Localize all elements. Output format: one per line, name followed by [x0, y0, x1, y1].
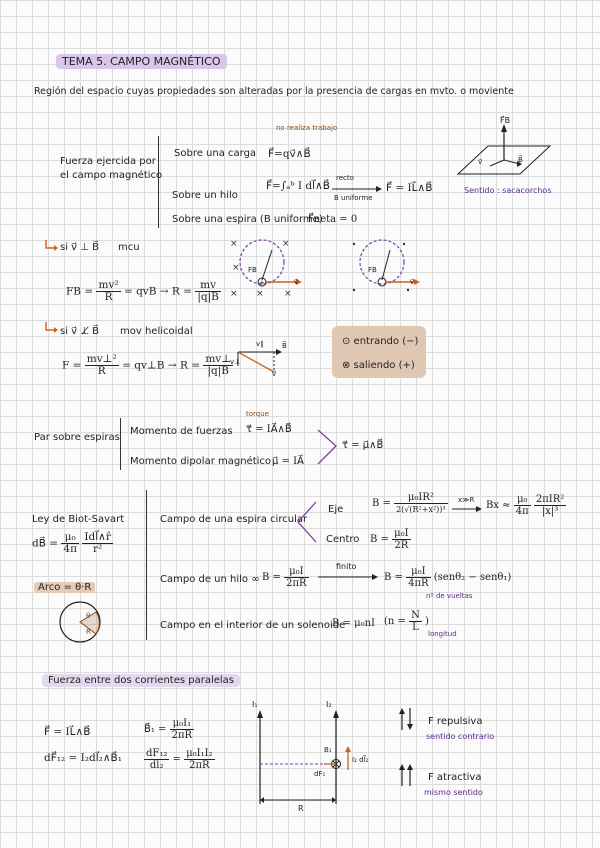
- biot-espira-label: Campo de una espira circular: [160, 514, 308, 525]
- eje-approx: [486, 494, 566, 517]
- b1-den: 2πR: [171, 730, 193, 741]
- par-merge-lines: [316, 428, 340, 468]
- wire-I1: I₁: [252, 700, 258, 709]
- arco-circle-diagram: [56, 600, 106, 646]
- eje-cond: x≫R: [458, 496, 475, 504]
- eje-approx-mu-num: μ₀: [514, 494, 531, 506]
- svg-text:+: +: [259, 279, 265, 287]
- wire-I2dl2: I₂ dl⃗₂: [352, 756, 369, 764]
- helical-formula: [62, 354, 233, 377]
- df-formula: [144, 748, 215, 771]
- finito-lhs: B =: [384, 572, 403, 583]
- n-note-bottom: longitud: [428, 630, 457, 638]
- arco-R: R: [86, 628, 91, 636]
- centro-den: 2R: [394, 540, 409, 551]
- helical-vector-diagram: [236, 346, 296, 382]
- n-note-top: nº de vueltas: [426, 592, 473, 600]
- force-heading-1: Fuerza ejercida por: [60, 156, 156, 167]
- diagram-v: v⃗: [478, 158, 483, 166]
- par-result: τ⃗ = μ⃗∧B⃗: [342, 440, 384, 451]
- arco-theta: θ: [86, 612, 91, 620]
- b1-lhs: B⃗₁ =: [144, 724, 167, 735]
- biot-frac-num: Idl⃗∧r̂: [84, 531, 111, 543]
- eje-approx-den: |x|³: [541, 506, 559, 517]
- svg-text:×: ×: [282, 239, 290, 249]
- biot-centro: Centro: [326, 534, 360, 545]
- hilo-inf-lhs: B =: [262, 572, 281, 583]
- eje-lhs: B =: [372, 498, 391, 509]
- par-label: Par sobre espiras: [34, 432, 120, 443]
- helical-condition: si v⃗ ⊥̸ B⃗: [60, 326, 100, 337]
- biot-solenoide-label: Campo en el interior de un solenoide: [160, 620, 346, 631]
- arrow-bullet-icon: [44, 240, 58, 252]
- svg-text:×: ×: [230, 239, 238, 249]
- svg-text:×: ×: [256, 289, 264, 299]
- hilo-inf-num: μ₀I: [284, 566, 308, 578]
- finito-arrow: [318, 574, 378, 580]
- mcu-formula: [66, 280, 221, 303]
- helical-eq-mid: = qv⊥B → R =: [122, 359, 200, 372]
- arrow-bullet-icon-2: [44, 322, 58, 334]
- force-heading-2: el campo magnético: [60, 170, 163, 181]
- hilo-inf-formula: [262, 566, 309, 589]
- finito-den: 4πR: [408, 578, 429, 589]
- biot-formula: [32, 532, 113, 555]
- repulsive-arrows-icon: [398, 706, 414, 732]
- helical-frac2-den: |q|B: [207, 365, 229, 377]
- n-rhs: ): [425, 616, 429, 627]
- solenoide-formula: B = μ₀nI: [332, 618, 375, 629]
- mcu-frac1-num: mv²: [98, 279, 119, 291]
- page-title: TEMA 5. CAMPO MAGNÉTICO: [56, 54, 227, 69]
- helical-frac1-num: mv⊥²: [86, 353, 117, 365]
- n-den: L: [412, 622, 419, 633]
- mcu-lhs: FB =: [66, 285, 94, 298]
- centro-num: μ₀I: [394, 528, 409, 539]
- arco-label: Arco = θ·R: [34, 582, 95, 593]
- df-rden: 2πR: [189, 760, 210, 771]
- legend-saliendo: ⊗ saliendo (+): [342, 360, 415, 371]
- hilo-arrow: [332, 186, 382, 192]
- wire-B1: B₁: [324, 746, 332, 754]
- hilo-cond-bottom: B uniforme: [334, 194, 373, 202]
- helical-frac1-den: R: [97, 365, 106, 377]
- svg-text:×: ×: [284, 289, 292, 299]
- sentido-note: Sentido : sacacorchos: [464, 186, 552, 195]
- eje-num: μ₀IR²: [394, 492, 448, 504]
- biot-title: Ley de Biot-Savart: [32, 514, 125, 525]
- biot-mu-num: μ₀: [61, 532, 79, 544]
- mcu-diag-v-2: v⃗: [410, 278, 415, 286]
- mcu-frac1-den: R: [104, 291, 113, 303]
- diagram-F: F⃗B: [500, 116, 511, 125]
- mcu-condition: si v⃗ ⊥ B⃗: [60, 242, 100, 253]
- helical-frac2-num: mv⊥: [205, 353, 232, 365]
- mcu-eq-mid: = qvB → R =: [123, 285, 192, 298]
- diagram-B: B⃗: [518, 156, 523, 164]
- wire-R: R: [298, 804, 304, 813]
- espira-split-lines: [296, 500, 318, 544]
- mcu-diagram-dot: [350, 236, 440, 302]
- hilo-cond-top: recto: [336, 174, 354, 182]
- repulsiva: F repulsiva: [428, 716, 483, 727]
- mcu-diag-F-2: FB: [368, 266, 377, 274]
- eje-approx-mu-den: 4π: [515, 506, 529, 517]
- helical-v-perp: v⊥: [230, 358, 241, 366]
- finito-num: μ₀I: [406, 566, 430, 578]
- centro-lhs: B =: [370, 534, 389, 545]
- svg-text:×: ×: [230, 289, 238, 299]
- atractiva-note: mismo sentido: [424, 788, 483, 797]
- momento-dipolar-formula: μ⃗ = IA⃗: [272, 456, 304, 467]
- n-lhs: (n =: [384, 616, 406, 627]
- helical-lhs: F =: [62, 359, 82, 372]
- force-brace: [158, 136, 159, 228]
- momento-fuerzas: Momento de fuerzas: [130, 426, 233, 437]
- helical-B: B⃗: [282, 342, 287, 350]
- carga-note: no realiza trabajo: [276, 124, 338, 132]
- svg-text:×: ×: [232, 263, 240, 273]
- momento-fuerzas-formula: τ⃗ = IA⃗∧B⃗: [246, 424, 292, 435]
- biot-frac-den: r²: [92, 543, 103, 555]
- paralelas-title: Fuerza entre dos corrientes paralelas: [42, 674, 240, 687]
- hilo-result: F⃗ = IL⃗∧B⃗: [386, 182, 433, 194]
- biot-brace: [146, 490, 147, 640]
- eje-approx-num: 2πIR²: [535, 494, 565, 505]
- mcu-diagram-x: [226, 236, 316, 302]
- b1-num: μ₀I₁: [170, 718, 194, 730]
- espira-result: F⃗neta = 0: [308, 214, 358, 225]
- mcu-type: mcu: [118, 242, 140, 253]
- mcu-frac2-num: mv: [195, 280, 221, 292]
- torque-note: torque: [246, 410, 269, 418]
- eje-approx-lhs: Bx ≈: [486, 500, 511, 511]
- repulsiva-note: sentido contrario: [426, 732, 495, 741]
- sacacorchos-diagram: [454, 118, 554, 188]
- hilo-label: Sobre un hilo: [172, 190, 238, 201]
- attractive-arrows-icon: [398, 762, 414, 788]
- df-rnum: μ₀I₁I₂: [186, 748, 213, 759]
- legend-entrando: ⊙ entrando (−): [342, 336, 419, 347]
- df-den: dl₂: [149, 760, 164, 771]
- biot-mu-den: 4π: [63, 543, 77, 555]
- hilo-finito: finito: [336, 562, 357, 571]
- finito-formula: [384, 566, 511, 589]
- b1-formula: [144, 718, 194, 741]
- helical-v-par: v∥: [256, 340, 264, 348]
- finito-rhs: (senθ₂ − senθ₁): [433, 572, 512, 583]
- biot-eje: Eje: [328, 504, 344, 515]
- n-num: N: [411, 610, 420, 621]
- eje-den: 2(√(R²+x²))³: [396, 505, 446, 514]
- centro-formula: [370, 528, 411, 551]
- helical-v: v⃗: [272, 370, 277, 378]
- n-formula: [384, 610, 429, 633]
- paralelas-f2: dF⃗₁₂ = I₂dl⃗₂∧B⃗₁: [44, 752, 122, 764]
- momento-dipolar: Momento dipolar magnético: [130, 456, 272, 467]
- carga-label: Sobre una carga: [174, 148, 257, 159]
- hilo-formula: F⃗=∫ₐᵇ I dl⃗∧B⃗: [266, 180, 330, 192]
- wire-dF1: dF₁: [314, 770, 326, 778]
- paralelas-f1: F⃗ = IL⃗∧B⃗: [44, 726, 91, 738]
- helical-type: mov helicoidal: [120, 326, 193, 337]
- biot-lhs: dB⃗ =: [32, 537, 59, 550]
- definition: Región del espacio cuyas propiedades son alteradas por la presencia de cargas en mvto. o moviente: [34, 86, 514, 97]
- mcu-diag-v-1: v⃗: [294, 278, 299, 286]
- mcu-frac2-den: |q|B: [197, 291, 219, 303]
- mcu-diag-F-1: FB: [248, 266, 257, 274]
- atractiva: F atractiva: [428, 772, 482, 783]
- par-brace: [120, 418, 121, 470]
- df-num: dF₁₂: [146, 748, 168, 759]
- carga-formula: F⃗=qv⃗∧B⃗: [268, 148, 311, 160]
- hilo-inf-den: 2πR: [286, 578, 307, 589]
- df-eq: =: [172, 754, 181, 765]
- eje-formula: [372, 492, 448, 515]
- wire-I2: I₂: [326, 700, 332, 709]
- espira-label: Sobre una espira (B uniforme): [172, 214, 323, 225]
- eje-arrow: [452, 506, 482, 512]
- biot-hilo-label: Campo de un hilo ∞: [160, 574, 260, 585]
